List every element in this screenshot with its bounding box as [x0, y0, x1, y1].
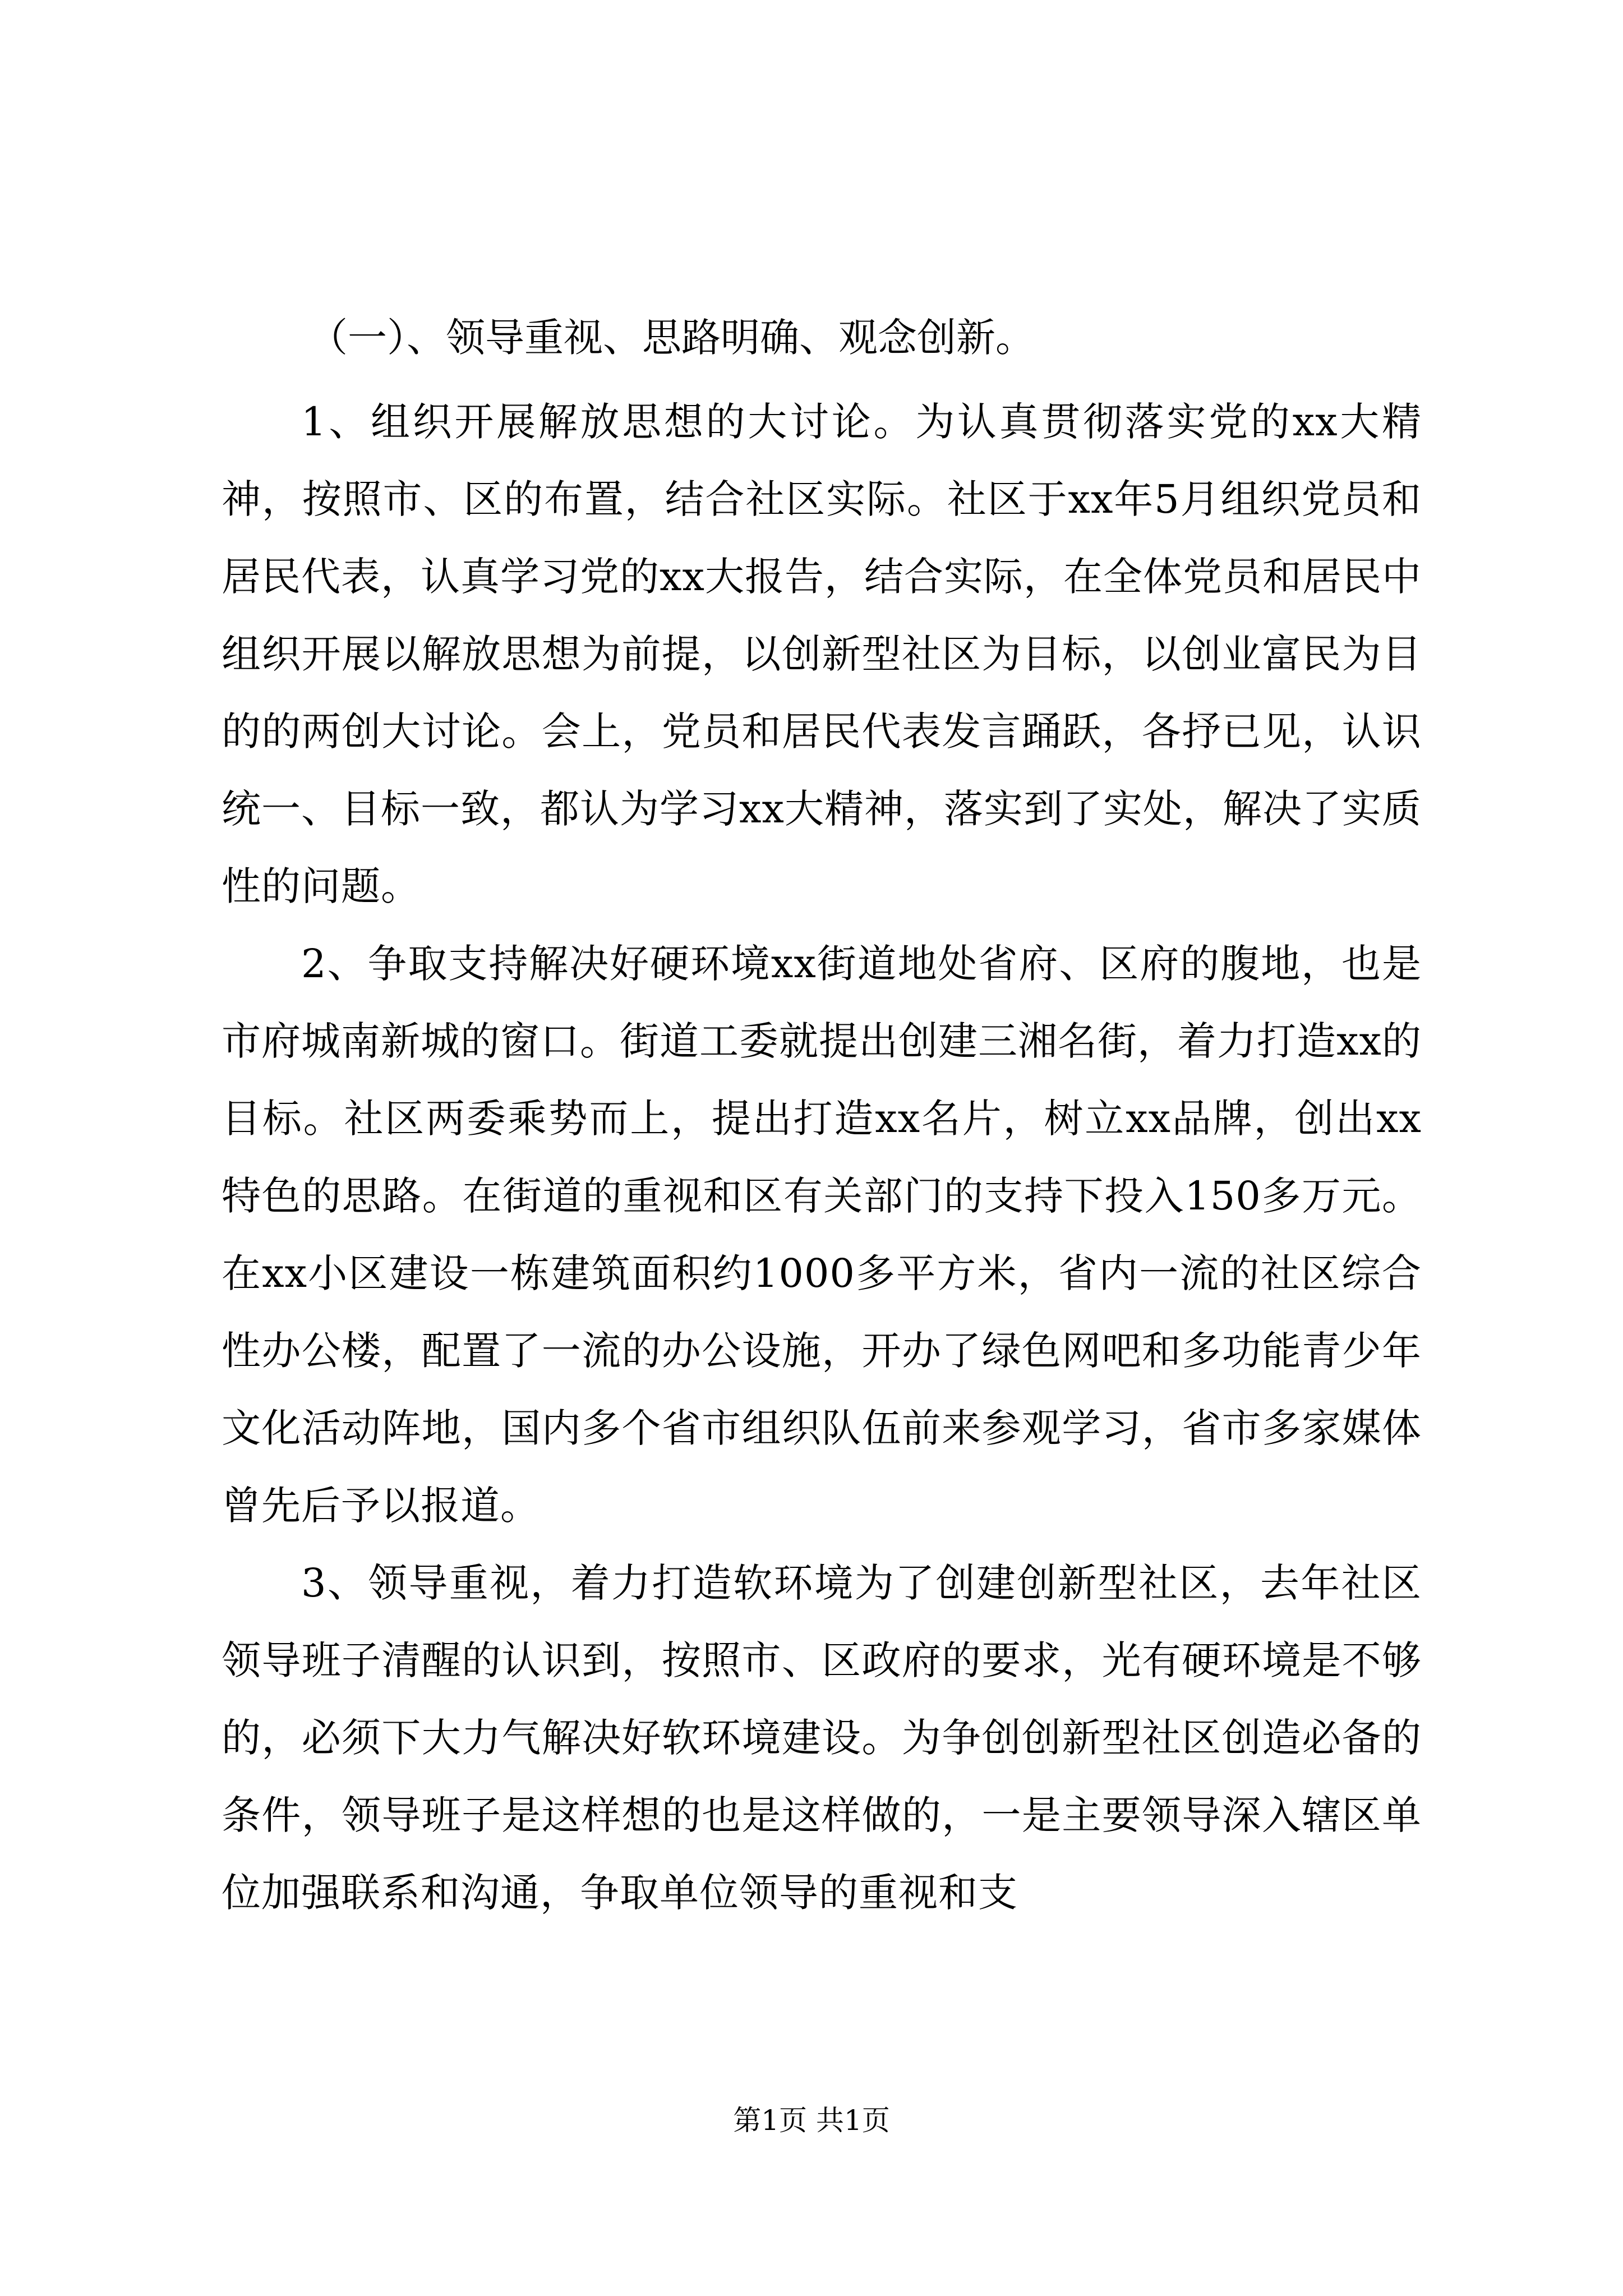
- paragraph-3: 3、领导重视，着力打造软环境为了创建创新型社区，去年社区领导班子清醒的认识到，按照市、区政府的要求，光有硬环境是不够的，必须下大力气解决好软环境建设。为争创创新型社区创造必备的条件，领导班子是这样想的也是这样做的，一是主要领导深入辖区单位加强联系和沟通，争取单位领导的重视和支: [222, 1560, 1422, 1916]
- paragraph-1: 1、组织开展解放思想的大讨论。为认真贯彻落实党的xx大精神，按照市、区的布置，结合社区实际。社区于xx年5月组织党员和居民代表，认真学习党的xx大报告，结合实际，在全体党员和居民中组织开展以解放思想为前提，以创新型社区为目标，以创业富民为目的的两创大讨论。会上，党员和居民代表发言踊跃，各抒已见，认识统一、目标一致，都认为学习xx大精神，落实到了实处，解决了实质性的问题。: [222, 399, 1422, 909]
- document-body: [222, 303, 1422, 1931]
- page-footer: 第1页 共1页: [733, 2104, 890, 2137]
- paragraph-2: 2、争取支持解决好硬环境xx街道地处省府、区府的腹地，也是市府城南新城的窗口。街道工委就提出创建三湘名街，着力打造xx的目标。社区两委乘势而上，提出打造xx名片，树立xx品牌，创出xx特色的思路。在街道的重视和区有关部门的支持下投入150多万元。在xx小区建设一栋建筑面积约1000多平方米，省内一流的社区综合性办公楼，配置了一流的办公设施，开办了绿色网吧和多功能青少年文化活动阵地，国内多个省市组织队伍前来参观学习，省市多家媒体曾先后予以报道。: [222, 941, 1422, 1529]
- section-heading: （一）、领导重视、思路明确、观念创新。: [308, 315, 1035, 361]
